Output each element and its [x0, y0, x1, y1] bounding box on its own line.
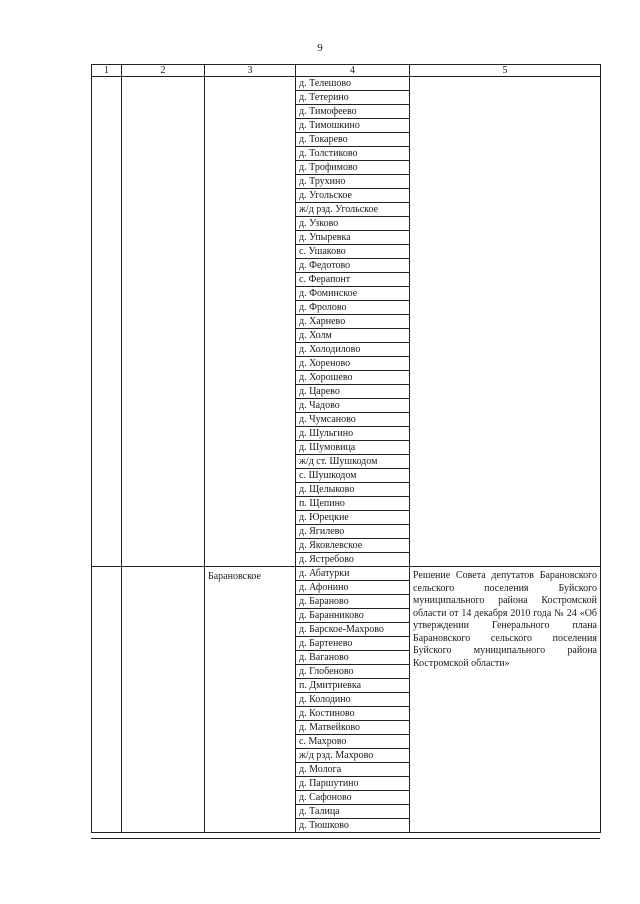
locality-name: д. Угольское	[296, 189, 410, 203]
locality-name: д. Сафоново	[296, 791, 410, 805]
locality-name: д. Упыревка	[296, 231, 410, 245]
group1-settlement-name	[205, 77, 296, 567]
locality-name: д. Хореново	[296, 357, 410, 371]
locality-name: д. Глобеново	[296, 665, 410, 679]
locality-name: д. Холодилово	[296, 343, 410, 357]
locality-name: д. Ястребово	[296, 553, 410, 567]
locality-name: д. Матвейково	[296, 721, 410, 735]
table-row	[92, 77, 601, 91]
locality-name: д. Тимофеево	[296, 105, 410, 119]
group1-col2-cell	[122, 77, 205, 567]
locality-name: ж/д рзд. Махрово	[296, 749, 410, 763]
locality-name: с. Шушкодом	[296, 469, 410, 483]
locality-name: д. Щелыково	[296, 483, 410, 497]
locality-name: д. Бартенево	[296, 637, 410, 651]
locality-name: д. Фоминское	[296, 287, 410, 301]
column-header-3: 3	[205, 65, 296, 77]
locality-name: д. Токарево	[296, 133, 410, 147]
group1-decision-text	[410, 77, 601, 567]
locality-name: д. Фролово	[296, 301, 410, 315]
locality-name: д. Тюшково	[296, 819, 410, 833]
locality-name: д. Яковлевское	[296, 539, 410, 553]
column-header-5: 5	[410, 65, 601, 77]
group1-col1-cell	[92, 77, 122, 567]
locality-name: д. Шумовица	[296, 441, 410, 455]
group2-col1-cell	[92, 567, 122, 833]
locality-name: д. Узково	[296, 217, 410, 231]
locality-name: п. Дмитриевка	[296, 679, 410, 693]
locality-name: д. Тетерино	[296, 91, 410, 105]
header-row	[92, 65, 601, 77]
locality-name: ж/д ст. Шушкодом	[296, 455, 410, 469]
locality-name: д. Юрецкие	[296, 511, 410, 525]
locality-name: д. Чумсаново	[296, 413, 410, 427]
locality-name: д. Холм	[296, 329, 410, 343]
locality-name: д. Трухино	[296, 175, 410, 189]
locality-name: д. Афонино	[296, 581, 410, 595]
column-header-2: 2	[122, 65, 205, 77]
table-body	[92, 65, 601, 833]
locality-name: д. Трофимово	[296, 161, 410, 175]
locality-name: д. Ваганово	[296, 651, 410, 665]
locality-name: д. Федотово	[296, 259, 410, 273]
locality-name: д. Тимошкино	[296, 119, 410, 133]
locality-name: д. Колодино	[296, 693, 410, 707]
locality-name: д. Талица	[296, 805, 410, 819]
localities-table	[91, 64, 601, 833]
locality-name: с. Ферапонт	[296, 273, 410, 287]
locality-name: д. Ягилево	[296, 525, 410, 539]
locality-name: д. Телешово	[296, 77, 410, 91]
locality-name: д. Харнево	[296, 315, 410, 329]
locality-name: д. Молога	[296, 763, 410, 777]
table-bottom-border	[91, 838, 600, 839]
locality-name: д. Хорошево	[296, 371, 410, 385]
locality-name: д. Бараново	[296, 595, 410, 609]
locality-name: д. Барское-Махрово	[296, 623, 410, 637]
locality-name: д. Баранниково	[296, 609, 410, 623]
table-row	[92, 567, 601, 581]
column-header-4: 4	[296, 65, 410, 77]
locality-name: д. Царево	[296, 385, 410, 399]
column-header-1: 1	[92, 65, 122, 77]
locality-name: п. Щепино	[296, 497, 410, 511]
page-number: 9	[317, 42, 323, 54]
group2-settlement-name: Барановское	[205, 567, 296, 833]
locality-name: д. Толстиково	[296, 147, 410, 161]
locality-name: д. Костиново	[296, 707, 410, 721]
locality-name: д. Паршутино	[296, 777, 410, 791]
locality-name: д. Чадово	[296, 399, 410, 413]
locality-name: д. Шульгино	[296, 427, 410, 441]
locality-name: ж/д рзд. Угольское	[296, 203, 410, 217]
locality-name: с. Махрово	[296, 735, 410, 749]
group2-decision-text: Решение Совета депутатов Барановского сельского поселения Буйского муниципального района Костромской области от 14 декабря 2010 года № 24 «Об утверждении Генерального плана Барановского сельского поселения Буйского муниципального района Костромской области»	[410, 567, 601, 833]
locality-name: д. Абатурки	[296, 567, 410, 581]
group2-col2-cell	[122, 567, 205, 833]
locality-name: с. Ушаково	[296, 245, 410, 259]
